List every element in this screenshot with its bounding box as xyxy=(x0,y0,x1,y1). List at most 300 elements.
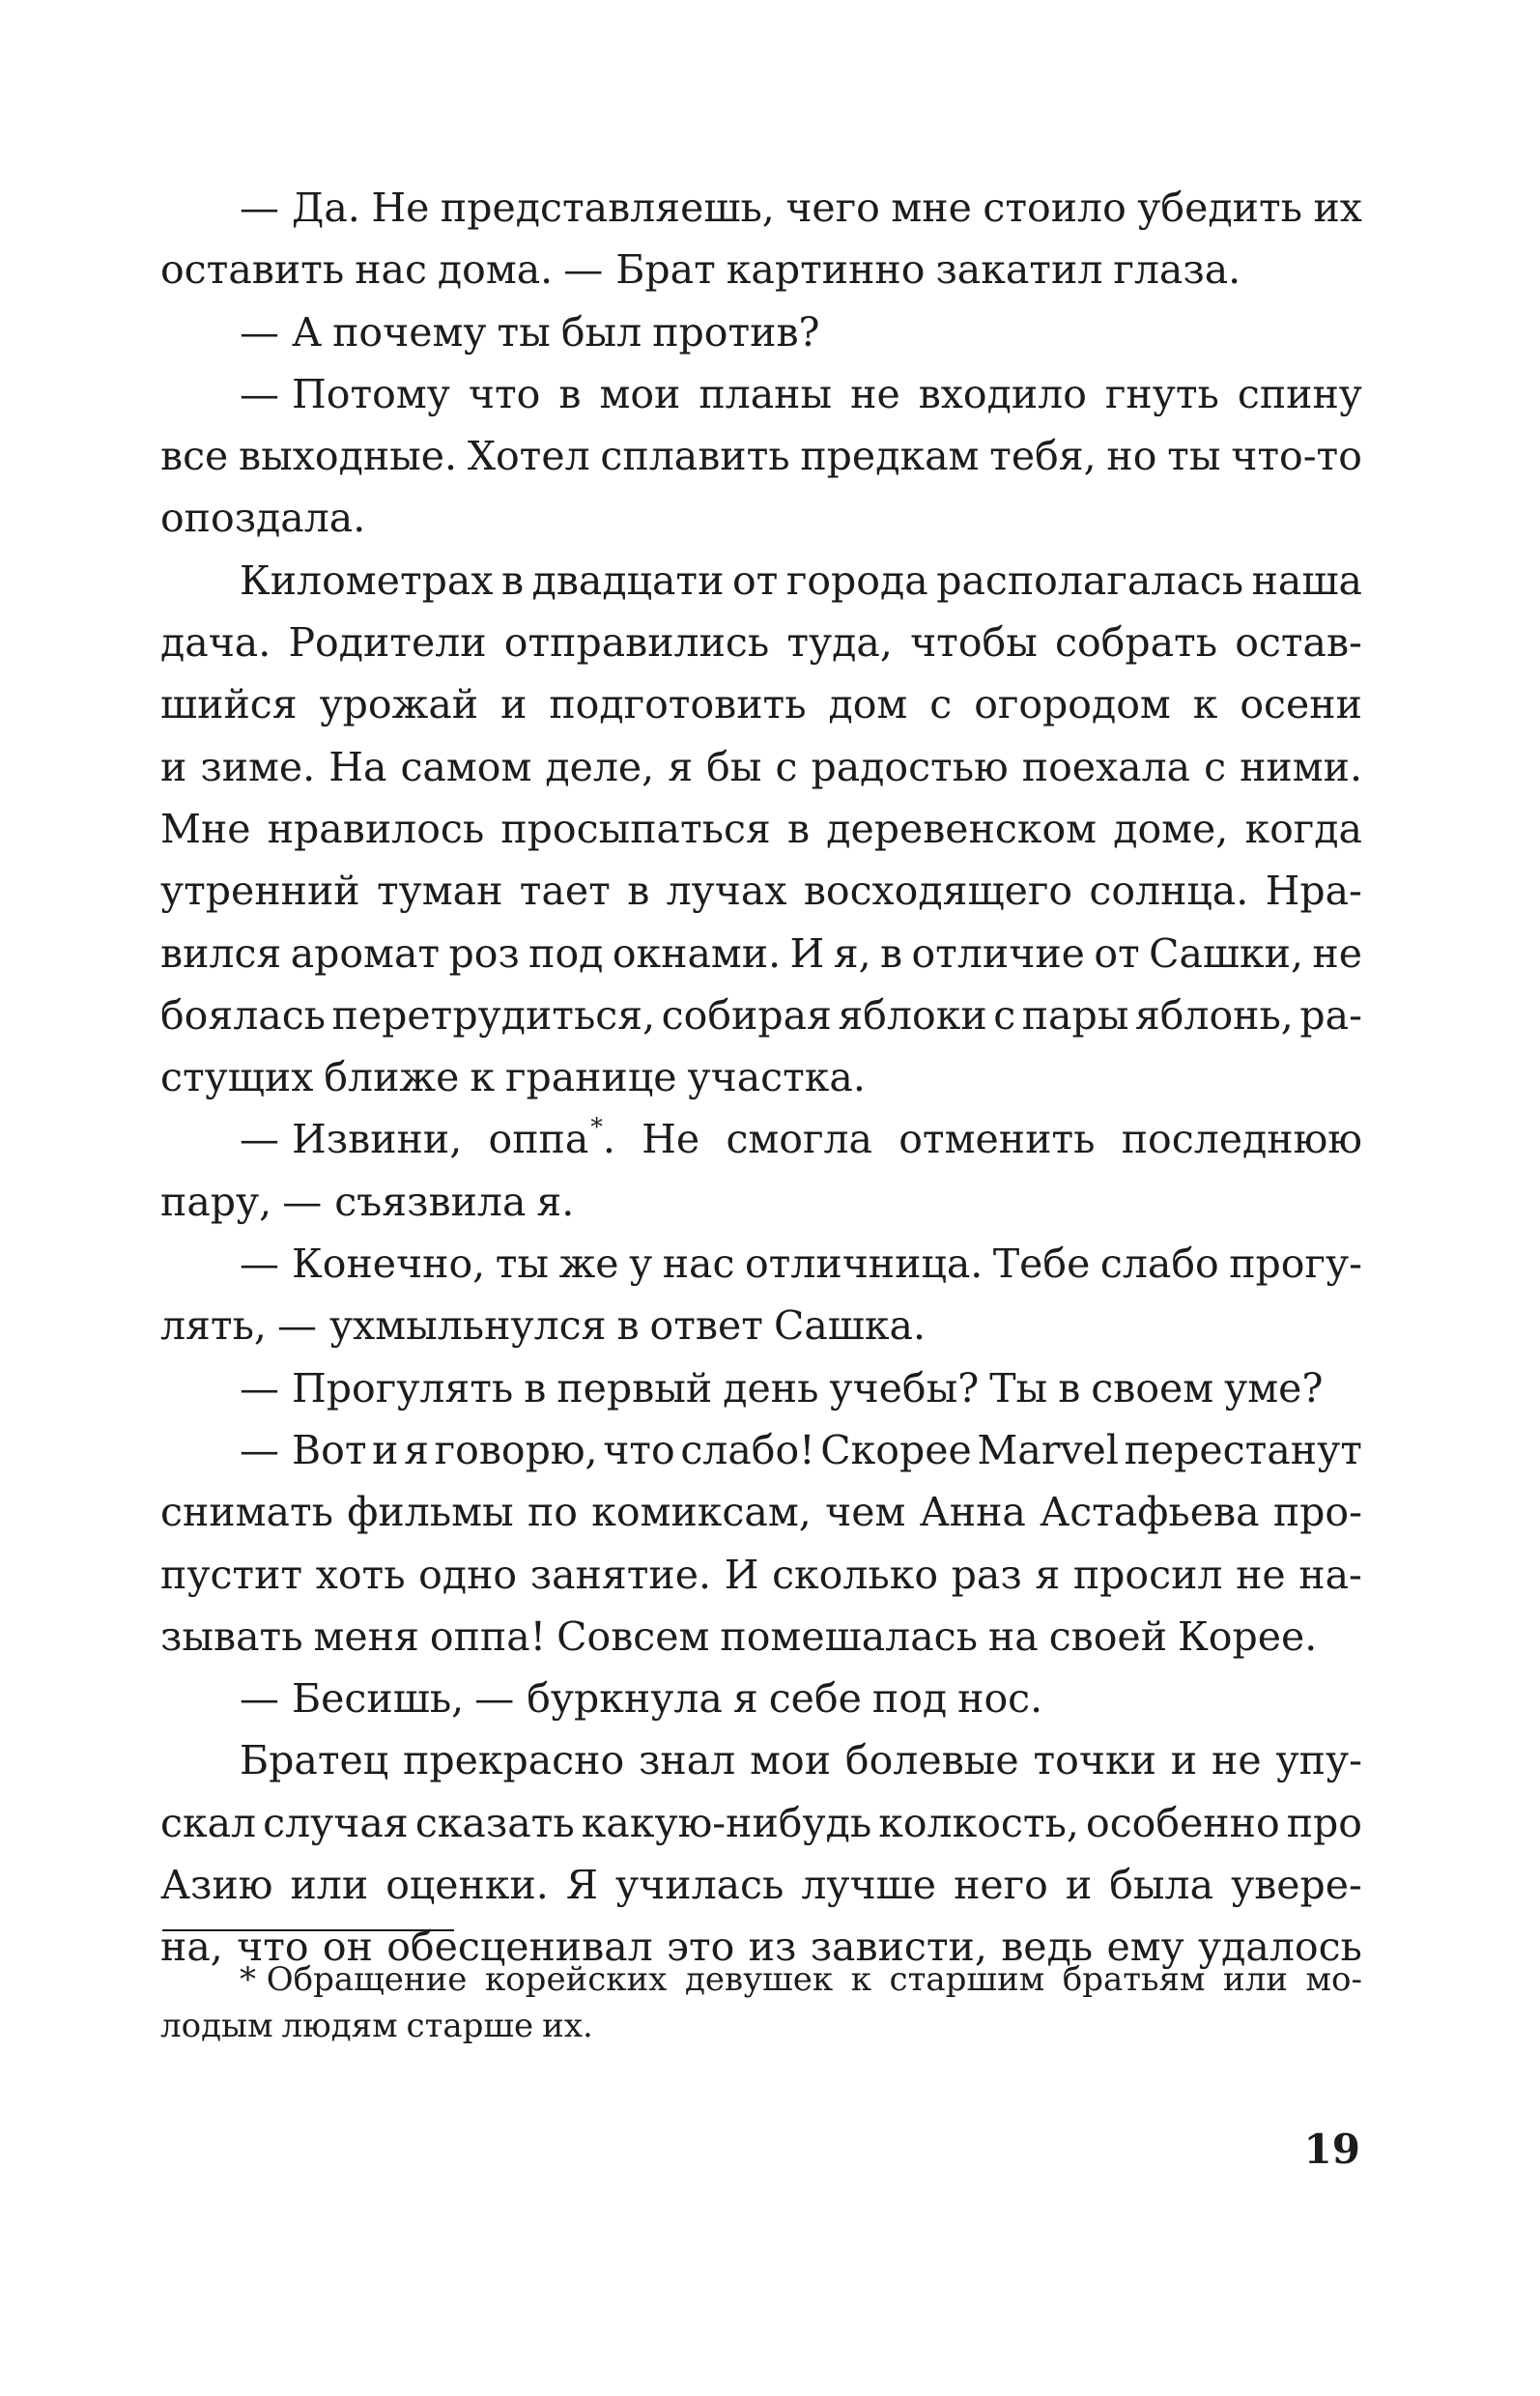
word xyxy=(277,1295,607,1356)
word xyxy=(160,1295,267,1356)
footnote-word: братьям xyxy=(1062,1960,1206,1999)
word xyxy=(642,1108,699,1170)
word-text: от xyxy=(731,556,779,604)
word xyxy=(629,1233,652,1295)
word-text: своей xyxy=(1048,1612,1168,1660)
word xyxy=(1236,1544,1286,1606)
word-text: стущих xyxy=(160,1054,314,1101)
word xyxy=(600,425,789,487)
word-text: перетрудиться, xyxy=(331,991,656,1039)
word xyxy=(240,1729,388,1791)
word-text: в xyxy=(616,1302,640,1350)
word-text: последнюю xyxy=(1121,1116,1362,1163)
word xyxy=(240,1233,485,1295)
word-text: просил xyxy=(1072,1551,1223,1598)
word-text: с xyxy=(993,991,1016,1039)
word xyxy=(332,984,656,1046)
word xyxy=(929,673,952,735)
word-text: про- xyxy=(1272,1489,1362,1536)
word-text: не xyxy=(850,370,900,417)
text-line xyxy=(160,177,1362,239)
word xyxy=(556,1357,712,1419)
word xyxy=(160,798,251,860)
text-line xyxy=(160,487,1362,549)
word xyxy=(769,1668,862,1729)
word xyxy=(559,1233,619,1295)
word-text: собирая xyxy=(661,991,832,1039)
word xyxy=(1224,1357,1323,1419)
word xyxy=(957,1668,1042,1729)
text-line xyxy=(160,1295,1362,1356)
word xyxy=(240,550,493,612)
word xyxy=(556,1606,709,1668)
word-text: — А xyxy=(240,308,323,356)
word-text: лять, xyxy=(160,1302,267,1350)
word xyxy=(775,736,797,798)
footnote-word: их. xyxy=(542,2007,593,2045)
word xyxy=(993,1233,1091,1295)
word xyxy=(1240,673,1362,735)
word xyxy=(919,363,1087,425)
footnote-word: или xyxy=(1223,1960,1288,1999)
word-text: — Потому xyxy=(240,370,450,417)
word-text: Не xyxy=(642,1116,700,1163)
word xyxy=(1022,984,1129,1046)
word-text: боялась xyxy=(160,991,327,1039)
word-text: нас xyxy=(662,1241,735,1288)
word-text: И xyxy=(724,1551,759,1598)
word xyxy=(316,1544,406,1606)
word-text: пару, xyxy=(160,1178,272,1225)
word-text: радостью xyxy=(811,743,1009,790)
word-text: убедить xyxy=(1137,185,1302,231)
word xyxy=(615,1854,784,1916)
word xyxy=(324,1046,459,1108)
word xyxy=(489,1108,615,1170)
word xyxy=(160,860,360,922)
word-text: шийся xyxy=(160,681,298,728)
text-line xyxy=(160,798,1362,860)
word-text: На xyxy=(328,743,387,790)
word-text: деле, xyxy=(545,743,655,790)
word-text: день xyxy=(723,1364,819,1412)
word xyxy=(723,1357,818,1419)
text-line xyxy=(160,612,1362,673)
text-line xyxy=(160,923,1362,984)
word xyxy=(989,425,1097,487)
word xyxy=(850,363,900,425)
word xyxy=(785,177,880,239)
word xyxy=(1137,177,1302,239)
word xyxy=(468,425,590,487)
word xyxy=(240,1108,462,1170)
word-text: — Конечно, xyxy=(240,1241,486,1288)
word xyxy=(268,798,484,860)
word-text: Астафьева xyxy=(1040,1489,1260,1536)
word xyxy=(878,1792,1079,1854)
word-text: огородом xyxy=(974,681,1171,728)
word xyxy=(1149,923,1303,984)
word-text: подготовить xyxy=(549,681,807,728)
word-text: деревенском xyxy=(826,805,1098,852)
word xyxy=(160,1171,271,1233)
word xyxy=(328,736,386,798)
text-line xyxy=(160,1108,1362,1170)
word xyxy=(320,673,479,735)
word xyxy=(160,239,344,300)
word xyxy=(1287,1792,1362,1854)
word xyxy=(200,736,315,798)
word-text: говорю, xyxy=(434,1426,598,1473)
word-text: перестанут xyxy=(1124,1426,1362,1473)
text-line xyxy=(160,301,1362,363)
word xyxy=(501,550,524,612)
word xyxy=(160,1792,256,1854)
word-text: скал xyxy=(160,1799,257,1846)
word-text: зывать xyxy=(160,1612,303,1660)
word-text: отличница. xyxy=(744,1241,984,1288)
word-text: выходные. xyxy=(239,433,458,480)
word-text: глаза. xyxy=(1113,246,1241,294)
word xyxy=(558,363,581,425)
word-text: — Извини, xyxy=(240,1116,463,1163)
word xyxy=(591,1481,811,1543)
word-text: бы xyxy=(706,743,762,790)
word-text: первый xyxy=(556,1364,713,1412)
word xyxy=(1058,1357,1080,1419)
word-text: упу- xyxy=(1275,1737,1362,1784)
word xyxy=(160,1606,303,1668)
word xyxy=(1312,923,1362,984)
word-text: под xyxy=(871,1675,948,1723)
word-text: но xyxy=(1106,433,1157,480)
word xyxy=(347,1481,513,1543)
word-text: Мне xyxy=(160,805,251,852)
word xyxy=(1212,1729,1262,1791)
word xyxy=(448,923,519,984)
text-line xyxy=(160,1668,1362,1729)
word-text: Сашки, xyxy=(1149,929,1303,977)
word xyxy=(377,860,502,922)
word-text: туман xyxy=(376,868,503,915)
text-line xyxy=(160,736,1362,798)
footnote-word: девушек xyxy=(684,1960,834,1999)
word-text: ведь xyxy=(1001,1924,1094,1971)
word-text: точки xyxy=(1033,1737,1156,1784)
word-text: я xyxy=(732,1675,758,1723)
word xyxy=(160,612,271,673)
footnote-word: лодым xyxy=(160,2007,273,2045)
word xyxy=(680,1419,814,1481)
word xyxy=(910,612,1038,673)
word-text: что xyxy=(468,370,541,417)
word xyxy=(469,363,540,425)
word-text: отправились xyxy=(503,619,770,667)
word-text: все xyxy=(160,433,229,480)
word-text: пары xyxy=(1021,991,1129,1039)
text-line xyxy=(160,1729,1362,1791)
word-text: входило xyxy=(918,370,1087,417)
word-text: раз xyxy=(951,1551,1022,1598)
word-text: он xyxy=(322,1924,373,1971)
footnote-word: к xyxy=(850,1960,871,1999)
word-text: закатил xyxy=(935,246,1103,294)
word xyxy=(470,1046,495,1108)
word-text: наша xyxy=(1251,556,1362,604)
word xyxy=(1091,1357,1213,1419)
word-text: гнуть xyxy=(1104,370,1219,417)
word-text: ты xyxy=(497,308,551,356)
word xyxy=(1229,1233,1362,1295)
word-text: я, xyxy=(833,929,871,977)
word xyxy=(667,860,787,922)
word xyxy=(528,923,603,984)
word xyxy=(952,1544,1022,1606)
word xyxy=(1252,550,1362,612)
word xyxy=(727,239,926,300)
word-text: же xyxy=(558,1241,619,1288)
word xyxy=(872,1668,947,1729)
word-text: роз xyxy=(448,929,520,977)
word-text: болевые xyxy=(844,1737,1019,1784)
word xyxy=(290,1854,368,1916)
word xyxy=(845,1729,1019,1791)
word-text: себе xyxy=(768,1675,862,1723)
word-text: урожай xyxy=(319,681,479,728)
word xyxy=(826,798,1097,860)
word-text: на xyxy=(987,1612,1039,1660)
word xyxy=(505,1046,676,1108)
word xyxy=(772,1544,938,1606)
word xyxy=(804,860,1072,922)
word-text: меня xyxy=(313,1612,419,1660)
word-text: чем xyxy=(825,1489,906,1536)
word xyxy=(561,301,642,363)
word-text: был xyxy=(560,308,642,356)
word-text: самом xyxy=(400,743,532,790)
word xyxy=(745,1233,983,1295)
word-text: фильмы xyxy=(347,1489,514,1536)
word-text: — Да. xyxy=(240,185,360,231)
word xyxy=(418,1544,517,1606)
word-text: представляешь, xyxy=(440,185,775,231)
word-text: когда xyxy=(1244,805,1362,852)
word xyxy=(800,425,979,487)
word xyxy=(732,550,778,612)
word-text: или xyxy=(290,1862,369,1909)
word-text: — буркнула xyxy=(474,1675,723,1723)
footnote-word: корейских xyxy=(484,1960,668,1999)
word-text: туда, xyxy=(786,619,893,667)
word xyxy=(160,984,326,1046)
word xyxy=(430,1606,546,1668)
word xyxy=(720,1606,978,1668)
word-text: прогу- xyxy=(1229,1241,1362,1288)
word xyxy=(332,301,486,363)
word-text: картинно xyxy=(726,246,926,294)
word xyxy=(160,1046,313,1108)
word-text: Родители xyxy=(288,619,487,667)
word xyxy=(989,1357,1047,1419)
word xyxy=(668,736,693,798)
word xyxy=(825,1481,905,1543)
word-text: двадцати xyxy=(531,556,725,604)
word xyxy=(1245,798,1362,860)
word xyxy=(1055,612,1217,673)
text-line xyxy=(160,673,1362,735)
footnote-word: старше xyxy=(406,2007,534,2045)
text-line xyxy=(160,1046,1362,1108)
word-text: яблонь, xyxy=(1134,991,1294,1039)
word-text: Ты xyxy=(989,1364,1048,1412)
word xyxy=(911,923,1084,984)
word xyxy=(239,425,457,487)
word-text: училась xyxy=(615,1862,784,1909)
word-text: в xyxy=(1058,1364,1081,1412)
word-text: и xyxy=(500,681,528,728)
word-text: от xyxy=(1094,929,1140,977)
word-text: солнца. xyxy=(1089,868,1249,915)
word-text: прекрасно xyxy=(403,1737,625,1784)
word-text: Скорее xyxy=(820,1426,972,1473)
word xyxy=(1049,1606,1167,1668)
word-text: располагалась xyxy=(936,556,1244,604)
word xyxy=(435,1419,598,1481)
word-text: нравилось xyxy=(267,805,485,852)
word-text: какую-нибудь xyxy=(581,1799,872,1846)
word-text: к xyxy=(1192,681,1218,728)
word xyxy=(536,1171,574,1233)
word xyxy=(599,363,680,425)
word xyxy=(498,301,551,363)
word-text: Анна xyxy=(919,1489,1026,1536)
word-text: тебя, xyxy=(989,433,1097,480)
word-text: восходящего xyxy=(803,868,1073,915)
word-text: оставить xyxy=(160,246,345,294)
word xyxy=(935,239,1102,300)
word xyxy=(240,1357,513,1419)
word-text: в xyxy=(524,1364,547,1412)
word-text: мои xyxy=(599,370,681,417)
word-text: оценки. xyxy=(385,1862,549,1909)
body-text xyxy=(160,177,1362,1979)
word-text: что xyxy=(237,1924,309,1971)
word xyxy=(820,1419,971,1481)
word-text: отличие xyxy=(911,929,1085,977)
footnote-reference[interactable]: * xyxy=(590,1112,603,1141)
word xyxy=(291,923,440,984)
word xyxy=(1125,1419,1362,1481)
word xyxy=(1204,736,1226,798)
text-line xyxy=(160,860,1362,922)
word-text: с xyxy=(775,743,798,790)
word xyxy=(977,1419,1119,1481)
word xyxy=(160,1854,272,1916)
word xyxy=(1313,177,1361,239)
word xyxy=(954,1854,1048,1916)
word-text: ты xyxy=(1167,433,1221,480)
footnote xyxy=(160,1956,1362,2049)
word xyxy=(786,612,893,673)
word-text: на- xyxy=(1298,1551,1362,1598)
word xyxy=(385,1854,549,1916)
word-text: колкость, xyxy=(878,1799,1079,1846)
word-text: оппа! xyxy=(429,1612,547,1660)
word xyxy=(829,1357,979,1419)
footnote-word: старшим xyxy=(889,1960,1045,1999)
word xyxy=(371,177,429,239)
word-text: и xyxy=(1170,1737,1198,1784)
word-text: предкам xyxy=(800,433,980,480)
word-text: из xyxy=(748,1924,797,1971)
word xyxy=(603,1419,674,1481)
word-text: случая xyxy=(263,1799,409,1846)
word xyxy=(438,239,553,300)
word-text: спину xyxy=(1237,370,1362,417)
word-text: Километрах xyxy=(240,556,494,604)
word xyxy=(1235,612,1362,673)
word-text: утренний xyxy=(160,868,360,915)
word-text: мои xyxy=(750,1737,832,1784)
footnote-line xyxy=(160,1956,1362,2003)
word-text: что-то xyxy=(1231,433,1362,480)
word-text: не xyxy=(1312,929,1362,977)
word-text: и xyxy=(160,743,187,790)
word-text: — Брат xyxy=(563,246,716,294)
word xyxy=(726,1108,872,1170)
word xyxy=(1193,673,1218,735)
word xyxy=(1113,798,1228,860)
word xyxy=(1106,425,1156,487)
word xyxy=(160,425,228,487)
word xyxy=(639,1729,735,1791)
word-text: ему xyxy=(1106,1924,1184,1971)
page-number: 19 xyxy=(1303,2125,1360,2173)
word xyxy=(504,612,769,673)
word-text: собрать xyxy=(1055,619,1218,667)
word xyxy=(1040,1481,1259,1543)
word-text: отменить xyxy=(898,1116,1096,1163)
word-text: ра- xyxy=(1299,991,1362,1039)
word xyxy=(699,363,832,425)
word-text: планы xyxy=(699,370,833,417)
word-text: ты xyxy=(495,1241,550,1288)
word-text: слабо! xyxy=(680,1426,815,1473)
word xyxy=(801,1854,936,1916)
word-text: Сашка. xyxy=(773,1302,926,1350)
word-text: в xyxy=(627,868,650,915)
word-text: по xyxy=(527,1489,578,1536)
word xyxy=(355,239,427,300)
word-text: остав- xyxy=(1235,619,1362,667)
word-text: доме, xyxy=(1113,805,1229,852)
word-text: сколько xyxy=(772,1551,939,1598)
word-text: с xyxy=(1204,743,1227,790)
word-text: удалось xyxy=(1198,1924,1362,1971)
word xyxy=(530,1544,711,1606)
word-text: их xyxy=(1313,185,1362,231)
word xyxy=(415,1792,575,1854)
word-text: тает xyxy=(519,868,611,915)
word xyxy=(787,798,810,860)
word xyxy=(1105,363,1219,425)
word xyxy=(786,550,928,612)
word xyxy=(474,1668,723,1729)
word-text: Я xyxy=(565,1862,598,1909)
word-text: пустит xyxy=(160,1551,303,1598)
word-text: обесценивал xyxy=(386,1924,653,1971)
word xyxy=(441,177,775,239)
